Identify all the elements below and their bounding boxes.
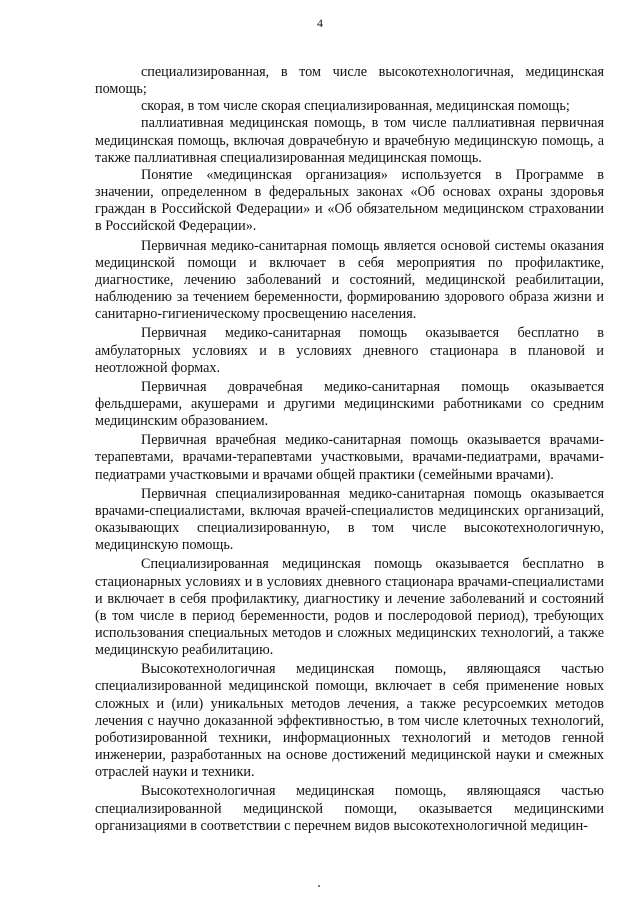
paragraph-10: Специализированная медицинская помощь оказывается бесплатно в стационарных условиях и в условиях дневного стационара врачами-специалистами и включает в себя профилактику, диагностику и лечение заболеваний и состояний (в том числе в период беременности, родов и послеродовой период), требующих использования специальных методов и сложных медицинских технологий, а также медицинскую реабилитацию. xyxy=(95,556,604,659)
paragraph-5: Первичная медико-санитарная помощь является основой системы оказания медицинской помощи и включает в себя мероприятия по профилактике, диагностике, лечению заболеваний и состояний, медицинской реабилитации, наблюдению за течением беременности, формированию здорового образа жизни и санитарно-гигиеническому просвещению населения. xyxy=(95,237,604,323)
paragraph-3: паллиативная медицинская помощь, в том числе паллиативная первичная медицинская помощь, включая доврачебную и врачебную медицинскую помощь, а также паллиативная специализированная медицинская помощь. xyxy=(95,115,604,166)
document-body xyxy=(95,64,604,835)
paragraph-6: Первичная медико-санитарная помощь оказывается бесплатно в амбулаторных условиях и в условиях дневного стационара в плановой и неотложной формах. xyxy=(95,325,604,376)
paragraph-8: Первичная врачебная медико-санитарная помощь оказывается врачами-терапевтами, врачами-терапевтами участковыми, врачами-педиатрами, врачами-педиатрами участковыми и врачами общей практики (семейными врачами). xyxy=(95,432,604,483)
paragraph-12: Высокотехнологичная медицинская помощь, являющаяся частью специализированной медицинской помощи, оказывается медицинскими организациями в соответствии с перечнем видов высокотехнологичной медицин- xyxy=(95,783,604,834)
paragraph-11: Высокотехнологичная медицинская помощь, являющаяся частью специализированной медицинской помощи, включает в себя применение новых сложных и (или) уникальных методов лечения, а также ресурсоемких методов лечения с научно доказанной эффективностью, в том числе клеточных технологий, роботизированной техники, информационных технологий и методов генной инженерии, разработанных на основе достижений медицинской науки и смежных отраслей науки и техники. xyxy=(95,661,604,781)
paragraph-2: скорая, в том числе скорая специализированная, медицинская помощь; xyxy=(141,98,570,115)
paragraph-7: Первичная доврачебная медико-санитарная помощь оказывается фельдшерами, акушерами и другими медицинскими работниками со средним медицинским образованием. xyxy=(95,378,604,430)
paragraph-9: Первичная специализированная медико-санитарная помощь оказывается врачами-специалистами, включая врачей-специалистов медицинских организаций, оказывающих специализированную, в том числе высокотехнологичную, медицинскую помощь. xyxy=(95,485,604,554)
paragraph-4: Понятие «медицинская организация» используется в Программе в значении, определенном в федеральных законах «Об основах охраны здоровья граждан в Российской Федерации» и «Об обязательном медицинском страховании в Российской Федерации». xyxy=(95,166,604,235)
page-number: 4 xyxy=(317,16,323,30)
paragraph-1: специализированная, в том числе высокотехнологичная, медицинская помощь; xyxy=(95,64,604,98)
scan-speck xyxy=(318,885,320,887)
